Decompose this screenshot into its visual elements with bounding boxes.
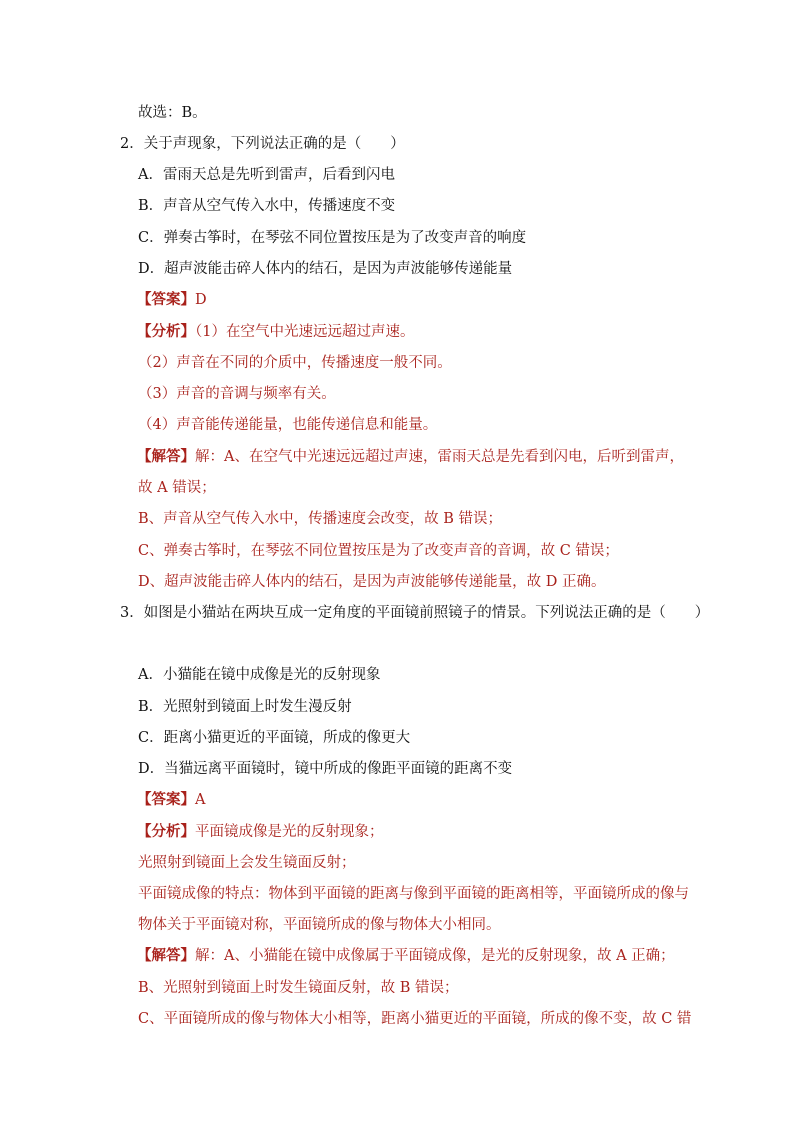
q2-analysis-line-2: （2）声音在不同的介质中，传播速度一般不同。 <box>138 355 452 371</box>
q2-analysis-line-3: （3）声音的音调与频率有关。 <box>138 386 336 402</box>
q2-analysis-line-1 <box>137 322 414 342</box>
q3-analysis-tag: 【分析】 <box>137 823 195 840</box>
q3-analysis-text: 平面镜成像是光的反射现象； <box>195 824 384 840</box>
q2-solution-tag: 【解答】 <box>137 448 195 465</box>
q2-solution-text: 解：A、在空气中光速远远超过声速，雷雨天总是先看到闪电，后听到雷声， <box>195 449 684 465</box>
q2-solution-line-3: B、声音从空气传入水中，传播速度会改变，故 B 错误； <box>138 511 503 527</box>
q3-option-d: D．当猫远离平面镜时，镜中所成的像距平面镜的距离不变 <box>138 761 513 777</box>
q3-analysis-line-1 <box>137 822 384 842</box>
q2-solution-line-2: 故 A 错误； <box>138 480 216 496</box>
q2-solution-line-1 <box>137 447 684 467</box>
q3-option-a: A．小猫能在镜中成像是光的反射现象 <box>138 667 381 683</box>
q3-solution-line-1 <box>137 946 675 966</box>
q2-option-b: B．声音从空气传入水中，传播速度不变 <box>138 198 396 214</box>
q3-stem: 3．如图是小猫站在两块互成一定角度的平面镜前照镜子的情景。下列说法正确的是（ ） <box>120 605 710 621</box>
q3-solution-text: 解：A、小猫能在镜中成像属于平面镜成像，是光的反射现象，故 A 正确； <box>195 948 675 964</box>
q3-option-b: B．光照射到镜面上时发生漫反射 <box>138 699 352 715</box>
q3-analysis-line-3: 平面镜成像的特点：物体到平面镜的距离与像到平面镜的距离相等，平面镜所成的像与 <box>138 886 689 902</box>
q2-stem: 2．关于声现象，下列说法正确的是（ ） <box>120 136 405 152</box>
q2-option-c: C．弹奏古筝时，在琴弦不同位置按压是为了改变声音的响度 <box>138 230 527 246</box>
q2-option-a: A．雷雨天总是先听到雷声，后看到闪电 <box>138 167 395 183</box>
q3-solution-tag: 【解答】 <box>137 947 195 964</box>
q2-answer-value: D <box>195 292 207 308</box>
prev-answer-tail: 故选：B。 <box>138 105 207 121</box>
q3-option-c: C．距离小猫更近的平面镜，所成的像更大 <box>138 730 411 746</box>
q2-answer-tag: 【答案】 <box>137 291 195 308</box>
q2-solution-line-4: C、弹奏古筝时，在琴弦不同位置按压是为了改变声音的音调，故 C 错误； <box>138 543 619 559</box>
q2-answer-line <box>137 290 207 310</box>
q2-solution-line-5: D、超声波能击碎人体内的结石，是因为声波能够传递能量，故 D 正确。 <box>138 574 606 590</box>
q3-answer-tag: 【答案】 <box>137 791 195 808</box>
q3-answer-value: A <box>195 792 206 808</box>
q3-solution-line-3: C、平面镜所成的像与物体大小相等，距离小猫更近的平面镜，所成的像不变，故 C 错 <box>138 1011 692 1027</box>
q3-analysis-line-4: 物体关于平面镜对称，平面镜所成的像与物体大小相同。 <box>138 917 501 933</box>
q2-option-d: D．超声波能击碎人体内的结石，是因为声波能够传递能量 <box>138 261 513 277</box>
q3-solution-line-2: B、光照射到镜面上时发生镜面反射，故 B 错误； <box>138 980 459 996</box>
q2-analysis-tag: 【分析】 <box>137 323 195 340</box>
q3-answer-line <box>137 790 205 810</box>
q2-analysis-line-4: （4）声音能传递能量，也能传递信息和能量。 <box>138 417 438 433</box>
q2-analysis-text: （1）在空气中光速远远超过声速。 <box>195 324 415 340</box>
q3-analysis-line-2: 光照射到镜面上会发生镜面反射； <box>138 855 356 871</box>
